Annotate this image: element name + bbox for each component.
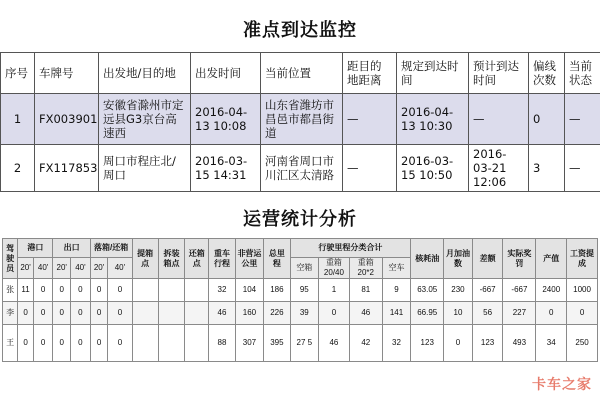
stats-cell: 95 <box>290 279 319 302</box>
stats-cell: 46 <box>319 325 350 362</box>
stats-cell: -667 <box>503 279 536 302</box>
stats-cell: 0 <box>71 279 91 302</box>
sub-empty-truck: 空车 <box>382 258 411 279</box>
stats-cell: 307 <box>235 325 264 362</box>
col-heavy-trips: 重车行程 <box>209 239 235 279</box>
cell-index: 1 <box>1 94 35 145</box>
cell-depart-time: 2016-03-15 14:31 <box>191 145 261 192</box>
cell-eta: — <box>469 94 529 145</box>
cell-eta: 2016-03-21 12:06 <box>469 145 529 192</box>
stats-cell: 226 <box>264 302 290 325</box>
sub-40: 40' <box>108 258 132 279</box>
stats-cell: 46 <box>209 302 235 325</box>
stats-cell: 9 <box>382 279 411 302</box>
cell-plate: FX117853 <box>35 145 99 192</box>
cell-driver: 李 <box>3 302 18 325</box>
stats-cell: 1000 <box>567 279 598 302</box>
stats-cell: 0 <box>90 325 108 362</box>
col-header: 规定到达时间 <box>397 53 469 94</box>
stats-cell: 0 <box>90 302 108 325</box>
stats-cell: 2400 <box>536 279 567 302</box>
stats-cell <box>132 279 158 302</box>
table-row[interactable] <box>3 279 598 302</box>
arrival-monitor-table <box>0 52 600 192</box>
stats-cell: 250 <box>567 325 598 362</box>
stats-cell <box>132 325 158 362</box>
stats-cell: 0 <box>33 325 53 362</box>
sub-heavy-20x2: 重箱20*2 <box>349 258 382 279</box>
stats-cell: 0 <box>108 302 132 325</box>
stats-cell: 0 <box>567 302 598 325</box>
stats-cell: 88 <box>209 325 235 362</box>
stats-cell: 141 <box>382 302 411 325</box>
col-return: 还箱点 <box>185 239 209 279</box>
cell-required-time: 2016-04-13 10:30 <box>397 94 469 145</box>
sub-20: 20' <box>90 258 108 279</box>
col-port-in: 港口 <box>18 239 53 258</box>
col-header: 预计到达时间 <box>469 53 529 94</box>
col-mileage-group: 行驶里程分类合计 <box>290 239 411 258</box>
stats-cell: 160 <box>235 302 264 325</box>
cell-location: 河南省周口市川汇区太清路 <box>261 145 343 192</box>
stats-cell <box>158 279 184 302</box>
stats-cell: 39 <box>290 302 319 325</box>
stats-cell: 56 <box>472 302 503 325</box>
col-month-fuel: 月加油数 <box>444 239 473 279</box>
stats-cell: 0 <box>53 279 71 302</box>
cell-driver: 王 <box>3 325 18 362</box>
stats-cell: 81 <box>349 279 382 302</box>
stats-cell: -667 <box>472 279 503 302</box>
col-unpack: 拆装箱点 <box>158 239 184 279</box>
stats-cell: 0 <box>33 279 53 302</box>
col-header: 出发地/目的地 <box>99 53 191 94</box>
cell-required-time: 2016-03-15 10:50 <box>397 145 469 192</box>
stats-cell: 0 <box>444 325 473 362</box>
stats-cell: 0 <box>319 302 350 325</box>
stats-cell: 10 <box>444 302 473 325</box>
stats-cell: 63.05 <box>411 279 444 302</box>
col-header: 偏线次数 <box>529 53 565 94</box>
cell-route: 安徽省滁州市定远县G3京台高速西 <box>99 94 191 145</box>
stats-cell: 0 <box>90 279 108 302</box>
col-driver: 驾驶员 <box>3 239 18 279</box>
stats-cell: 32 <box>382 325 411 362</box>
col-header: 序号 <box>1 53 35 94</box>
col-wage: 工资提成 <box>567 239 598 279</box>
stats-cell <box>132 302 158 325</box>
stats-cell: 1 <box>319 279 350 302</box>
stats-cell: 104 <box>235 279 264 302</box>
cell-status: — <box>565 145 600 192</box>
col-header: 车牌号 <box>35 53 99 94</box>
stats-cell <box>185 279 209 302</box>
sub-40: 40' <box>33 258 53 279</box>
col-drop-return: 落箱/还箱 <box>90 239 132 258</box>
table-row[interactable] <box>1 145 600 192</box>
stats-cell: 0 <box>71 325 91 362</box>
stats-cell: 32 <box>209 279 235 302</box>
sub-heavy-2040: 重箱20/40 <box>319 258 350 279</box>
stats-cell: 34 <box>536 325 567 362</box>
cell-depart-time: 2016-04-13 10:08 <box>191 94 261 145</box>
col-header: 出发时间 <box>191 53 261 94</box>
col-diff: 差额 <box>472 239 503 279</box>
col-fuel: 核耗油 <box>411 239 444 279</box>
stats-cell: 27 5 <box>290 325 319 362</box>
sub-40: 40' <box>71 258 91 279</box>
col-header: 当前位置 <box>261 53 343 94</box>
stats-cell: 0 <box>33 302 53 325</box>
stats-cell <box>158 325 184 362</box>
cell-driver: 张 <box>3 279 18 302</box>
cell-status: — <box>565 94 600 145</box>
table-row[interactable] <box>3 302 598 325</box>
sub-empty-box: 空箱 <box>290 258 319 279</box>
stats-cell: 0 <box>108 279 132 302</box>
stats-cell: 0 <box>536 302 567 325</box>
stats-cell: 46 <box>349 302 382 325</box>
stats-cell: 123 <box>472 325 503 362</box>
col-output: 产值 <box>536 239 567 279</box>
stats-header-row <box>3 239 598 258</box>
stats-cell: 395 <box>264 325 290 362</box>
stats-cell: 66.95 <box>411 302 444 325</box>
sub-20: 20' <box>18 258 33 279</box>
stats-cell: 0 <box>53 302 71 325</box>
stats-cell: 230 <box>444 279 473 302</box>
col-total-km: 总里程 <box>264 239 290 279</box>
stats-cell: 186 <box>264 279 290 302</box>
col-header: 当前状态 <box>565 53 600 94</box>
stats-cell: 0 <box>71 302 91 325</box>
stats-title: 运营统计分析 <box>243 209 357 230</box>
cell-location: 山东省潍坊市昌邑市都昌街道 <box>261 94 343 145</box>
col-port-out: 出口 <box>53 239 90 258</box>
col-reward: 实际奖罚 <box>503 239 536 279</box>
cell-distance: — <box>343 94 397 145</box>
stats-cell: 0 <box>18 302 33 325</box>
table-row[interactable] <box>1 94 600 145</box>
stats-cell: 11 <box>18 279 33 302</box>
col-header: 距目的地距离 <box>343 53 397 94</box>
monitor-title: 准点到达监控 <box>243 20 357 41</box>
col-nonheavy-km: 非营运公里 <box>235 239 264 279</box>
cell-route: 周口市程庄北/周口 <box>99 145 191 192</box>
cell-plate: FX003901 <box>35 94 99 145</box>
stats-cell: 123 <box>411 325 444 362</box>
table-row[interactable] <box>3 325 598 362</box>
col-pickup: 提箱点 <box>132 239 158 279</box>
stats-cell: 0 <box>18 325 33 362</box>
sub-20: 20' <box>53 258 71 279</box>
stats-cell: 493 <box>503 325 536 362</box>
operations-stats-table <box>2 238 598 362</box>
stats-cell <box>185 325 209 362</box>
stats-cell: 0 <box>108 325 132 362</box>
cell-index: 2 <box>1 145 35 192</box>
stats-cell <box>158 302 184 325</box>
cell-distance: — <box>343 145 397 192</box>
cell-deviation: 0 <box>529 94 565 145</box>
watermark-logo: 卡车之家 <box>532 377 592 393</box>
stats-cell: 0 <box>53 325 71 362</box>
stats-cell: 227 <box>503 302 536 325</box>
table-header-row <box>1 53 600 94</box>
cell-deviation: 3 <box>529 145 565 192</box>
stats-cell: 42 <box>349 325 382 362</box>
stats-cell <box>185 302 209 325</box>
